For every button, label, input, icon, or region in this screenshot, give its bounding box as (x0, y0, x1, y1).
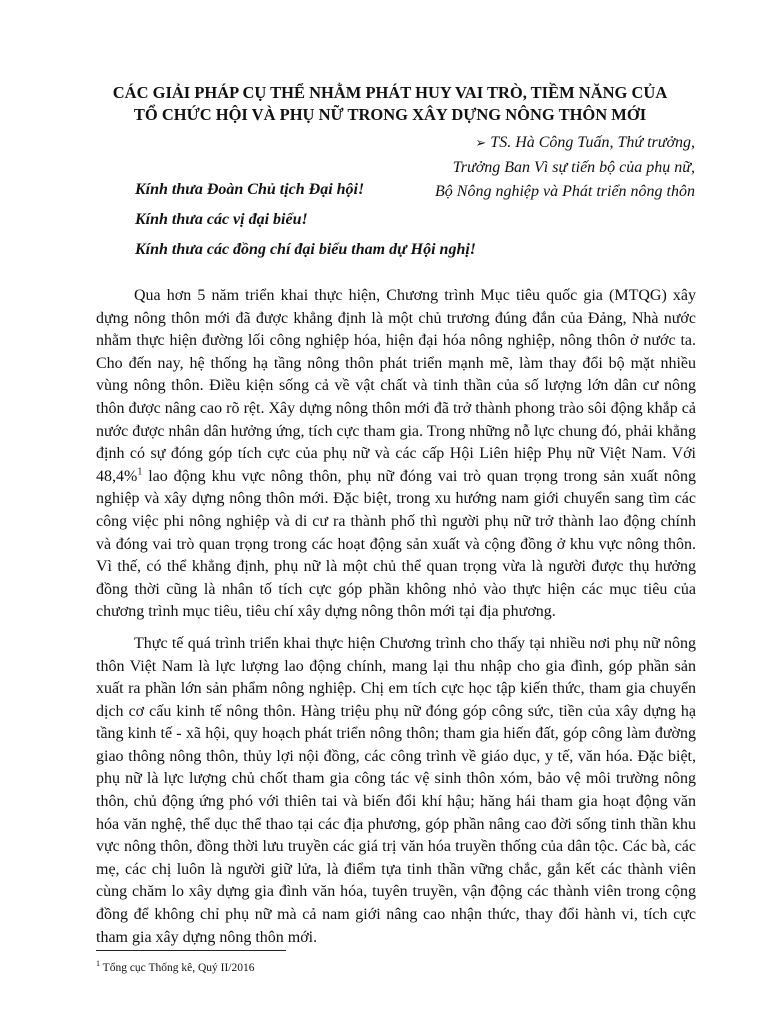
footnote-divider (96, 950, 286, 951)
paragraph-1: Qua hơn 5 năm triển khai thực hiện, Chương trình Mục tiêu quốc gia (MTQG) xây dựng nông thôn mới đã được khẳng định là một chủ trương đúng đắn của Đảng, Nhà nước nhằm thực hiện đường lối công nghiệp hóa, hiện đại hóa nông nghiệp, nông thôn ở nước ta. Cho đến nay, hệ thống hạ tầng nông thôn phát triển mạnh mẽ, làm thay đổi bộ mặt nhiều vùng nông thôn. Điều kiện sống cả về vật chất và tinh thần của số lượng lớn dân cư nông thôn được nâng cao rõ rệt. Xây dựng nông thôn mới đã trở thành phong trào sôi động khắp cả nước được nhân dân hưởng ứng, tích cực tham gia. Trong những nỗ lực chung đó, phải khẳng định có sự đóng góp tích cực của phụ nữ và các cấp Hội Liên hiệp Phụ nữ Việt Nam. Với 48,4%$^1$ lao động khu vực nông thôn, phụ nữ đóng vai trò quan trọng trong sản xuất nông nghiệp và xây dựng nông thôn mới. Đặc biệt, trong xu hướng nam giới chuyển sang tìm các công việc phi nông nghiệp và di cư ra thành phố thì người phụ nữ trở thành lao động chính và đóng vai trò quan trọng trong các hoạt động sản xuất và cộng đồng ở khu vực nông thôn. Vì thế, có thể khẳng định, phụ nữ là một chủ thể quan trọng vừa là người được thụ hưởng đồng thời cũng là nhân tố tích cực góp phần không nhỏ vào thực hiện các mục tiêu của chương trình mục tiêu, tiêu chí xây dựng nông thôn mới tại địa phương. (96, 287, 696, 621)
document-title (60, 82, 720, 126)
greeting-3: Kính thưa các đồng chí đại biểu tham dự Hội nghị! (135, 241, 477, 258)
author-line-2: Trưởng Ban Vì sự tiến bộ của phụ nữ, (452, 158, 695, 176)
footnote: $^1$ Tổng cục Thống kê, Quý II/2016 (96, 959, 255, 974)
greeting-1: Kính thưa Đoàn Chủ tịch Đại hội! (135, 181, 365, 198)
greeting-2: Kính thưa các vị đại biểu! (135, 211, 308, 228)
paragraph-2: Thực tế quá trình triển khai thực hiện Chương trình cho thấy tại nhiều nơi phụ nữ nông thôn Việt Nam là lực lượng lao động chính, mang lại thu nhập cho gia đình, góp phần sản xuất ra phần lớn sản phẩm nông nghiệp. Chị em tích cực học tập kiến thức, tham gia chuyển dịch cơ cấu kinh tế nông thôn. Hàng triệu phụ nữ đóng góp công sức, tiền của xây dựng hạ tầng kinh tế - xã hội, quy hoạch phát triển nông thôn; tham gia hiến đất, góp công làm đường giao thông nông thôn, thủy lợi nội đồng, các công trình về giáo dục, y tế, văn hóa. Đặc biệt, phụ nữ là lực lượng chủ chốt tham gia công tác vệ sinh thôn xóm, bảo vệ môi trường nông thôn, chủ động ứng phó với thiên tai và biến đổi khí hậu; hăng hái tham gia hoạt động văn hóa văn nghệ, thể dục thể thao tại các địa phương, góp phần nâng cao đời sống tinh thần khu vực nông thôn, đồng thời lưu truyền các giá trị văn hóa truyền thống của dân tộc. Các bà, các mẹ, các chị luôn là người giữ lửa, là điểm tựa tinh thần vững chắc, gắn kết các thành viên cùng chăm lo xây dựng gia đình văn hóa, tuyên truyền, vận động các thành viên trong cộng đồng để không chỉ phụ nữ mà cả nam giới nâng cao nhận thức, thay đổi hành vi, tích cực tham gia xây dựng nông thôn mới. (96, 634, 696, 946)
footnote-reference: 1 (137, 466, 143, 478)
document-body (96, 285, 696, 958)
title-line-1: CÁC GIẢI PHÁP CỤ THỂ NHẰM PHÁT HUY VAI TRÒ, TIỀM NĂNG CỦA (112, 83, 668, 102)
author-line-3: Bộ Nông nghiệp và Phát triển nông thôn (435, 183, 695, 200)
greetings (135, 175, 476, 265)
title-line-2: TỔ CHỨC HỘI VÀ PHỤ NỮ TRONG XÂY DỰNG NÔNG THÔN MỚI (133, 105, 647, 124)
arrow-bullet-icon: ➢ (475, 135, 487, 150)
author-line-1: ➢ TS. Hà Công Tuấn, Thứ trưởng, (475, 134, 695, 151)
